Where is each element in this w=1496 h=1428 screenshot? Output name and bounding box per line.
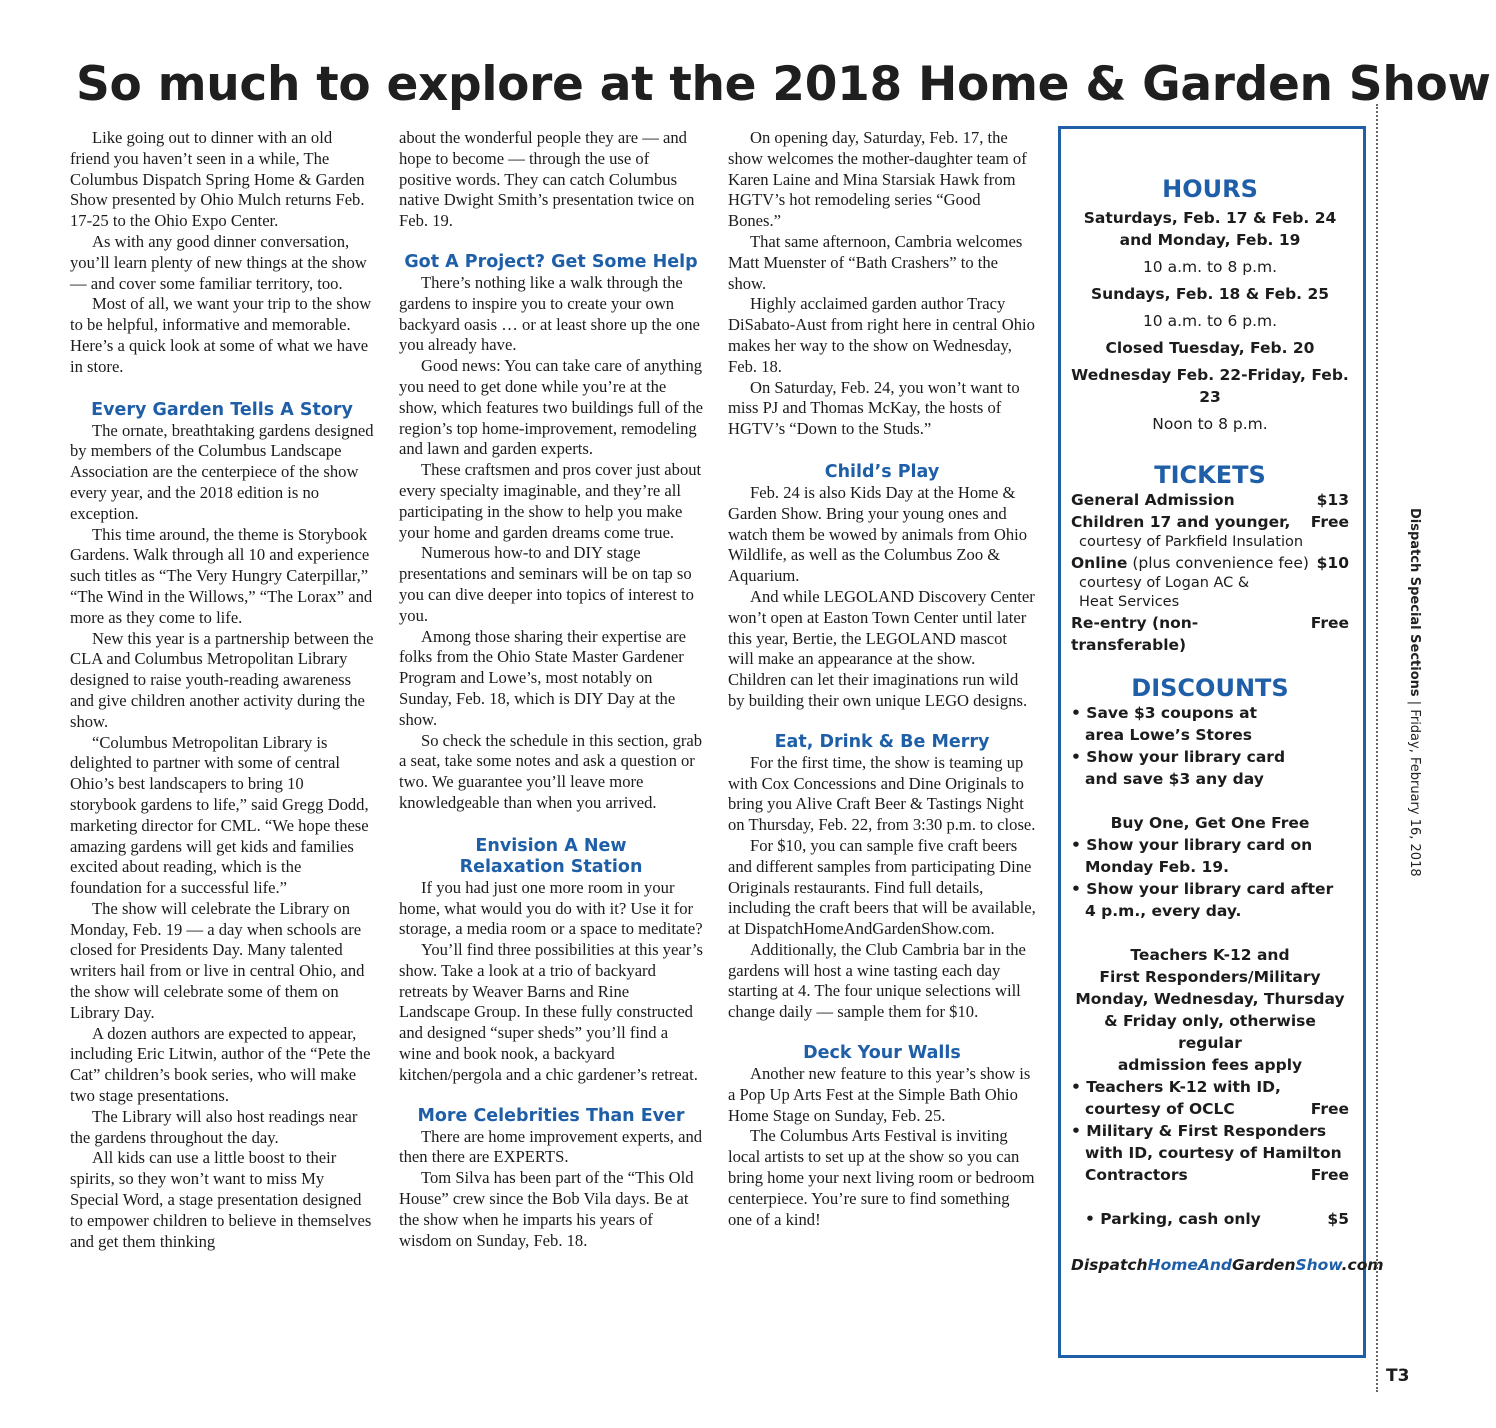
- paragraph: And while LEGOLAND Discovery Center won’t open at Easton Town Center until later this year, Bertie, the LEGOLAND mascot will make an appearance at the show. Children can let their imaginations run wild by building their own unique LEGO designs.: [728, 586, 1035, 710]
- section-name: Dispatch Special Sections: [1407, 508, 1422, 697]
- subhead-line: Envision A New: [475, 835, 627, 856]
- ticket-label: Children 17 and younger,: [1071, 513, 1291, 531]
- article-column-2: [399, 128, 703, 1251]
- info-sidebar: [1058, 126, 1384, 1358]
- paragraph: “Columbus Metropolitan Library is delighted to partner with some of central Ohio’s best landscapers to bring 10 storybook gardens to life,” said Gregg Dodd, marketing director for CML. “We hope these amazing gardens will get kids and families excited about reading, which is the foundation for a successful life.”: [70, 732, 369, 898]
- paragraph: The Library will also host readings near the gardens throughout the day.: [70, 1106, 358, 1147]
- ticket-row: [1071, 511, 1349, 533]
- ticket-price: Free: [1310, 614, 1349, 632]
- ticket-label: Online (plus convenience fee): [1071, 554, 1309, 572]
- teachers-note: Monday, Wednesday, Thursday: [1075, 990, 1345, 1008]
- paragraph: As with any good dinner conversation, you’ll learn plenty of new things at the show — and cover some familiar territory, too.: [70, 231, 367, 293]
- paragraph: Tom Silva has been part of the “This Old House” crew since the Bob Vila days. Be at the show when he imparts his years of wisdom on Sunday, Feb. 18.: [399, 1168, 694, 1250]
- ticket-sponsor: Heat Services: [1079, 594, 1180, 610]
- discount-item: • Teachers K-12 with ID, courtesy of OCLC Free: [1071, 1078, 1349, 1118]
- parking-item: • Parking, cash only $5: [1085, 1210, 1349, 1228]
- paragraph: On Saturday, Feb. 24, you won’t want to miss PJ and Thomas McKay, the hosts of HGTV’s “Down to the Studs.”: [728, 377, 1020, 439]
- hours-line: and Monday, Feb. 19: [1119, 231, 1301, 249]
- subhead: More Celebrities Than Ever: [417, 1105, 685, 1126]
- hours-line: 10 a.m. to 8 p.m.: [1142, 258, 1278, 276]
- discounts-heading: DISCOUNTS: [1131, 674, 1289, 702]
- subhead: Every Garden Tells A Story: [91, 399, 353, 420]
- ticket-label: Re-entry (non-transferable): [1071, 614, 1199, 654]
- paragraph: The ornate, breathtaking gardens designed by members of the Columbus Landscape Association are the centerpiece of the show every year, and the 2018 edition is no exception.: [70, 420, 374, 523]
- ticket-label: General Admission: [1071, 491, 1235, 509]
- ticket-sponsor: courtesy of Parkfield Insulation: [1079, 534, 1304, 550]
- headline: So much to explore at the 2018 Home & Garden Show: [76, 57, 1491, 112]
- paragraph: You’ll find three possibilities at this year’s show. Take a look at a trio of backyard retreats by Weaver Barns and Rine Landscape Group. In these fully constructed and designed “super sheds” you’ll find a wine and book nook, a backyard kitchen/pergola and a chic gardener’s retreat.: [399, 940, 703, 1084]
- margin-divider: [1376, 104, 1378, 1392]
- article-column-1: [70, 128, 374, 1252]
- paragraph: This time around, the theme is Storybook Gardens. Walk through all 10 and experience such titles as “The Very Hungry Caterpillar,” “The Wind in the Willows,” “The Lorax” and more as they come to life.: [70, 524, 373, 627]
- subhead: Child’s Play: [824, 461, 940, 482]
- paragraph: Like going out to dinner with an old friend you haven’t seen in a while, The Columbus Dispatch Spring Home & Garden Show presented by Ohio Mulch returns Feb. 17-25 to the Ohio Expo Center.: [70, 128, 365, 231]
- paragraph: Among those sharing their expertise are folks from the Ohio State Master Gardener Program and Lowe’s, most notably on Sunday, Feb. 18, which is DIY Day at the show.: [399, 626, 686, 729]
- paragraph: The Columbus Arts Festival is inviting local artists to set up at the show so you can bring home your next living room or bedroom centerpiece. You’re sure to find something one of a kind!: [728, 1126, 1035, 1229]
- subhead-line: Relaxation Station: [459, 856, 643, 877]
- website-link[interactable]: DispatchHomeAndGardenShow.com: [1071, 1256, 1384, 1274]
- paragraph: That same afternoon, Cambria welcomes Matt Muenster of “Bath Crashers” to the show.: [728, 231, 1023, 293]
- ticket-price: Free: [1310, 513, 1349, 531]
- ticket-row: [1071, 612, 1349, 656]
- page-number: T3: [1386, 1366, 1410, 1386]
- paragraph: There’s nothing like a walk through the gardens to inspire you to create your own backyard oasis … or at least shore up the one you already have.: [399, 272, 700, 355]
- discount-item: • Show your library card on Monday Feb. 19.: [1071, 836, 1313, 876]
- paragraph: The show will celebrate the Library on Monday, Feb. 19 — a day when schools are closed for Presidents Day. Many talented writers hail from or live in central Ohio, and the show will celebrate some of them on Library Day.: [70, 898, 365, 1022]
- paragraph: about the wonderful people they are — and hope to become — through the use of positive words. They can catch Columbus native Dwight Smith’s presentation twice on Feb. 19.: [399, 128, 695, 231]
- discount-item: • Save $3 coupons at area Lowe’s Stores: [1071, 704, 1258, 744]
- paragraph: Feb. 24 is also Kids Day at the Home & Garden Show. Bring your young ones and watch them be wowed by animals from Ohio Wildlife, as well as the Columbus Zoo & Aquarium.: [728, 482, 1028, 586]
- bogo-heading: Buy One, Get One Free: [1110, 814, 1310, 832]
- paragraph: New this year is a partnership between the CLA and Columbus Metropolitan Library designed to raise youth-reading awareness and give children another activity during the show.: [70, 628, 374, 731]
- hours-line: Sundays, Feb. 18 & Feb. 25: [1090, 285, 1330, 303]
- ticket-price: $10: [1316, 554, 1349, 572]
- ticket-sponsor: courtesy of Logan AC &: [1079, 575, 1250, 591]
- article-column-3: [728, 128, 1036, 1230]
- paragraph: So check the schedule in this section, grab a seat, take some notes and ask a question or two. We guarantee you’ll leave more knowledgeable than when you arrived.: [399, 730, 703, 812]
- teachers-note: admission fees apply: [1117, 1056, 1303, 1074]
- paragraph: Another new feature to this year’s show is a Pop Up Arts Fest at the Simple Bath Ohio Home Stage on Sunday, Feb. 25.: [728, 1064, 1031, 1125]
- paragraph: If you had just one more room in your home, what would you do with it? Use it for storage, a media room or a space to meditate?: [399, 877, 703, 939]
- paragraph: A dozen authors are expected to appear, including Eric Litwin, author of the “Pete the Cat” children’s book series, who will make two stage presentations.: [70, 1023, 371, 1106]
- discount-item: • Military & First Responders with ID, courtesy of Hamilton Contractors Free: [1071, 1122, 1349, 1184]
- subhead: Got A Project? Get Some Help: [404, 251, 698, 272]
- discount-item: • Show your library card after 4 p.m., every day.: [1071, 880, 1334, 920]
- ticket-row: [1071, 552, 1349, 574]
- section-margin-label: [1396, 508, 1422, 877]
- subhead: Deck Your Walls: [803, 1043, 961, 1064]
- hours-line: 10 a.m. to 6 p.m.: [1142, 312, 1278, 330]
- issue-date: Friday, February 16, 2018: [1407, 709, 1422, 877]
- discount-item: • Show your library card and save $3 any day: [1071, 748, 1286, 788]
- paragraph: All kids can use a little boost to their spirits, so they won’t want to miss My Special Word, a stage presentation designed to empower children to believe in themselves and get them thinking: [70, 1148, 372, 1251]
- subhead: [399, 836, 703, 878]
- hours-line: Wednesday Feb. 22-Friday, Feb. 23: [1071, 366, 1349, 406]
- ticket-price: $13: [1316, 491, 1349, 509]
- ticket-row: [1071, 489, 1349, 511]
- hours-heading: HOURS: [1162, 175, 1258, 203]
- subhead: Eat, Drink & Be Merry: [774, 731, 990, 752]
- paragraph: For $10, you can sample five craft beers and different samples from participating Dine Originals restaurants. Find full details, including the craft beers that will be available, at DispatchHomeAndGardenShow.com.: [728, 835, 1036, 939]
- teachers-note: & Friday only, otherwise regular: [1104, 1012, 1316, 1052]
- paragraph: Numerous how-to and DIY stage presentations and seminars will be on tap so you can dive deeper into topics of interest to you.: [399, 543, 694, 625]
- paragraph: For the first time, the show is teaming up with Cox Concessions and Dine Originals to bring you Alive Craft Beer & Tastings Night on Thursday, Feb. 22, from 3:30 p.m. to close.: [728, 752, 1036, 835]
- paragraph: Additionally, the Club Cambria bar in the gardens will host a wine tasting each day starting at 4. The four unique selections will change daily — sample them for $10.: [728, 939, 1026, 1022]
- paragraph: These craftsmen and pros cover just about every specialty imaginable, and they’re all participating in the show to help you make your home and garden dreams come true.: [399, 460, 702, 542]
- tickets-heading: TICKETS: [1154, 461, 1266, 489]
- teachers-heading: First Responders/Military: [1099, 968, 1321, 986]
- hours-line: Noon to 8 p.m.: [1152, 415, 1268, 433]
- separator: |: [1407, 696, 1422, 710]
- teachers-heading: Teachers K-12 and: [1130, 946, 1290, 964]
- paragraph: There are home improvement experts, and then there are EXPERTS.: [399, 1126, 703, 1167]
- paragraph: Highly acclaimed garden author Tracy DiSabato-Aust from right here in central Ohio makes her way to the show on Wednesday, Feb. 18.: [728, 294, 1035, 376]
- paragraph: Good news: You can take care of anything you need to get done while you’re at the show, which features two buildings full of the region’s top home-improvement, remodeling and lawn and garden experts.: [399, 356, 704, 459]
- paragraph: Most of all, we want your trip to the show to be helpful, informative and memorable. Here’s a quick look at some of what we have in store.: [70, 294, 372, 376]
- hours-line: Saturdays, Feb. 17 & Feb. 24: [1083, 209, 1337, 227]
- hours-line: Closed Tuesday, Feb. 20: [1105, 339, 1315, 357]
- paragraph: On opening day, Saturday, Feb. 17, the show welcomes the mother-daughter team of Karen Laine and Mina Starsiak Hawk from HGTV’s hot remodeling series “Good Bones.”: [728, 128, 1027, 231]
